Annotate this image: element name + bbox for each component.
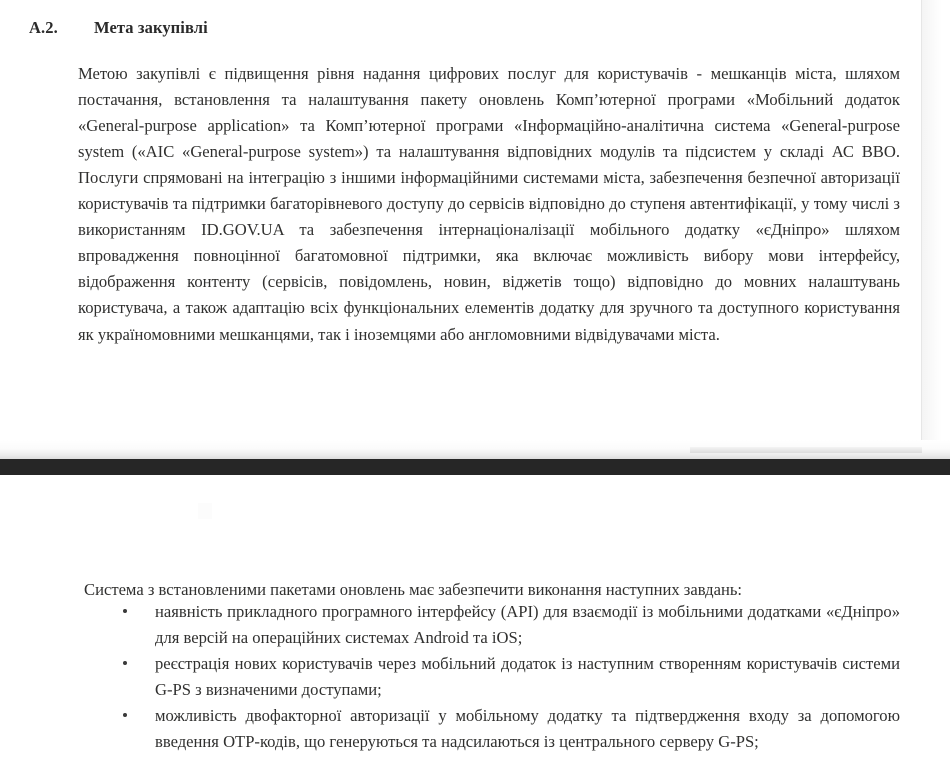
page-bottom-edge-highlight — [690, 447, 922, 453]
bullet-dot-icon — [123, 713, 127, 717]
bullet-dot-icon — [123, 609, 127, 613]
list-item-text: наявність прикладного програмного інтерфейсу (API) для взаємодії із мобільними додатками «єДніпро» для версій на операційних системах Android та iOS; — [155, 602, 900, 648]
list-item-text: можливість двофакторної авторизації у мобільному додатку та підтвердження входу за допомогою введення ОТР-кодів, що генеруються та надсилаються із центрального серверу G-PS; — [155, 706, 900, 752]
document-page-lower — [0, 475, 950, 767]
list-item-text: реєстрація нових користувачів через мобільний додаток із наступним створенням користувачів системи G-PS з визначеними доступами; — [155, 654, 900, 700]
list-item — [118, 703, 900, 755]
page-edge-shadow — [922, 0, 950, 455]
bullet-dot-icon — [123, 661, 127, 665]
page-break-separator — [0, 459, 950, 475]
section-title: Мета закупівлі — [94, 17, 208, 37]
section-heading — [29, 18, 529, 38]
list-item — [118, 651, 900, 703]
section-number: А.2. — [29, 17, 58, 37]
tasks-lead-in: Система з встановленими пакетами оновлень має забезпечити виконання наступних завдань: — [84, 579, 743, 599]
tasks-bullet-list — [118, 599, 900, 756]
list-item — [118, 599, 900, 651]
purpose-paragraph: Метою закупівлі є підвищення рівня надання цифрових послуг для користувачів - мешканців міста, шляхом постачання, встановлення та налаштування пакету оновлень Комп’ютерної програми «Мобільний додаток «General-purpose application» та Комп’ютерної програми «Інформаційно-аналітична система «General-purpose system («АІС «General-purpose system») та налаштування відповідних модулів та підсистем у складі АС ВВО. Послуги спрямовані на інтеграцію з іншими інформаційними системами міста, забезпечення безпечної авторизації користувачів та підтримки багаторівневого доступу до сервісів відповідно до ступеня автентифікації, у тому числі з використанням ID.GOV.UA та забезпечення інтернаціоналізації мобільного додатку «єДніпро» шляхом впровадження повноцінної багатомовної підтримки, яка включає можливість вибору мови інтерфейсу, відображення контенту (сервісів, повідомлень, новин, віджетів тощо) відповідно до мовних налаштувань користувача, а також адаптацію всіх функціональних елементів додатку для зручного та доступного користування як україномовними мешканцями, так і іноземцями або англомовними відвідувачами міста. — [78, 63, 900, 344]
scan-artifact — [198, 503, 212, 519]
